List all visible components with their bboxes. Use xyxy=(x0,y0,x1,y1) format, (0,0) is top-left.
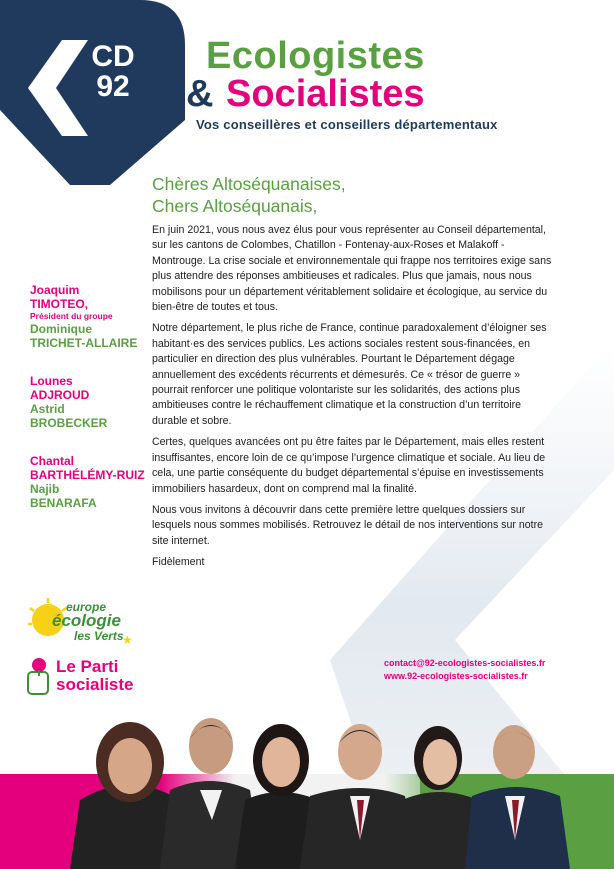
badge-line2: 92 xyxy=(96,70,130,103)
member-last-name: TIMOTEO, xyxy=(30,297,88,311)
member-last-name: BARTHÉLÉMY-RUIZ xyxy=(30,468,145,482)
title-ecologistes: Ecologistes xyxy=(206,35,425,77)
rose-fist-icon xyxy=(24,656,54,696)
title-socialistes: Socialistes xyxy=(226,73,425,115)
member-last-name: ADJROUD xyxy=(30,388,90,402)
member-last-name: BENARAFA xyxy=(30,496,97,510)
letter-body xyxy=(152,223,552,577)
paragraph-3: Certes, quelques avancées ont pu être faites par le Département, mais elles restent insuffisantes, encore loin de ce qu’impose l’urgence climatique et sociale. Au lieu de cela, une partie conséquente du budget départemental s’épuise en investissements immobiliers hasardeux, dont on comprend mal la finalité. xyxy=(152,436,546,495)
member-first-name: Chantal xyxy=(30,454,75,468)
member-first-name: Dominique xyxy=(30,322,92,336)
canton-group xyxy=(30,454,150,510)
eelv-line1: europe xyxy=(66,600,107,614)
group-photo xyxy=(0,700,614,869)
canton-group xyxy=(30,283,150,350)
eelv-line3: les Verts xyxy=(74,629,124,643)
person-6 xyxy=(465,725,570,869)
member-last-name: BROBECKER xyxy=(30,416,108,430)
svg-text:★: ★ xyxy=(122,633,133,647)
greeting xyxy=(152,173,346,217)
paragraph-2: Notre département, le plus riche de France, continue paradoxalement d’éloigner ses habitant·es des services publics. Les actions sociales restent sous-financées, en particulier en direction des plus vulnérables. Pourtant le Département dégage annuellement des excédents récurrents et démesurés. Ce « trésor de guerre » pourrait renforcer une politique volontariste sur les solidarités, des actions plus ambitieuses contre le réchauffement climatique et la construction d’un territoire durable et sobre. xyxy=(152,322,547,427)
subtitle: Vos conseillères et conseillers départementaux xyxy=(196,117,498,132)
member-first-name: Joaquim xyxy=(30,283,80,297)
signoff: Fidèlement xyxy=(152,556,205,569)
website-link[interactable]: www.92-ecologistes-socialistes.fr xyxy=(384,671,528,681)
title-ampersand: & xyxy=(186,73,214,115)
eelv-logo xyxy=(26,596,138,650)
badge-line1: CD xyxy=(91,40,135,73)
paragraph-1: En juin 2021, vous nous avez élus pour vous représenter au Conseil départemental, sur les cantons de Colombes, Chatillon - Fontenay-aux-Roses et Malakoff - Montrouge. La crise sociale et environnementale qui frappe nos territoires exige sans plus attendre des réponses ambitieuses et radicales. Plus que jamais, nous nous mobilisons pour un département véritablement solidaire et écologique, au service du bien-être de toutes et tous. xyxy=(152,224,552,314)
paragraph-4: Nous vous invitons à découvrir dans cette première lettre quelques dossiers sur lesquels nous sommes mobilisés. Retrouvez le détail de nos interventions sur notre site internet. xyxy=(152,503,543,547)
member-first-name: Lounes xyxy=(30,374,73,388)
contact-block xyxy=(384,657,545,683)
eelv-line2: écologie xyxy=(52,611,121,630)
canton-group xyxy=(30,374,150,430)
member-first-name: Astrid xyxy=(30,402,65,416)
greeting-line2: Chers Altoséquanais, xyxy=(152,196,318,216)
elected-members-list xyxy=(30,283,150,534)
ps-text xyxy=(56,658,134,694)
ps-line2: socialiste xyxy=(56,675,134,694)
member-role: Président du groupe xyxy=(30,311,113,321)
greeting-line1: Chères Altoséquanaises, xyxy=(152,174,346,194)
contact-email-link[interactable]: contact@92-ecologistes-socialistes.fr xyxy=(384,658,546,668)
ps-line1: Le Parti xyxy=(56,657,119,676)
member-first-name: Najib xyxy=(30,482,60,496)
ps-logo xyxy=(24,656,144,700)
cd92-logo-text xyxy=(78,42,148,102)
member-last-name: TRICHET-ALLAIRE xyxy=(30,336,138,350)
